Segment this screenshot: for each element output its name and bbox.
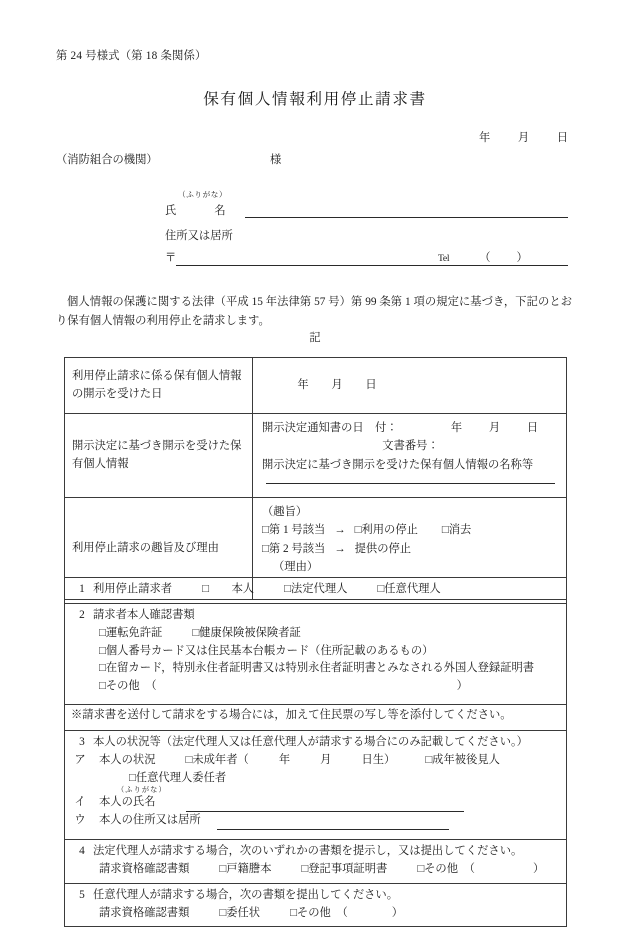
item2-title: 請求者本人確認書類 [93,608,195,621]
checkbox-health-insurance[interactable]: □健康保険被保険者証 [192,626,301,639]
item2-number: 2 [79,608,85,621]
checkbox-residence-card[interactable]: □在留カード，特別永住者証明書又は特別永住者証明書とみなされる外国人登録証明書 [99,662,535,675]
checkbox-drivers-license[interactable]: □運転免許証 [99,626,163,639]
item2-cell [65,603,567,730]
telephone-label: Tel [438,253,450,264]
date-day-label: 日 [556,132,568,144]
table-row-item2 [65,603,567,730]
checkbox-mynumber-juki-card[interactable]: □個人番号カード又は住民基本台帳カード（住所記載のあるもの） [99,644,434,657]
table-row-item1 [65,578,567,604]
date-month-label: 月 [517,132,530,144]
item5-docs-label: 請求資格確認書類 [99,906,190,919]
request-details-table [64,357,567,600]
item1-number: 1 [79,583,85,595]
table-row-item4 [65,840,567,884]
statute-paragraph: 個人情報の保護に関する法律（平成 15 年法律第 57 号）第 99 条第 1 項の規定に基づき，下記のとおり保有個人情報の利用停止を請求します。 [56,296,572,328]
notice-date-label: 開示決定通知書の日 付： [262,422,398,434]
item3-a-kana: ア [74,753,86,766]
purpose-heading: （趣旨） [262,506,308,518]
minor-birth-year: 年 [278,753,291,766]
item1-cell [65,578,567,604]
row-label-disclosure-date: 利用停止請求に係る保有個人情報の開示を受けた日 [65,358,253,414]
row-value-disclosure-date[interactable] [253,358,567,414]
addressee-label: （消防組合の機関） [56,154,158,166]
row-value-disclosed-info[interactable] [253,414,567,498]
disclosure-year-label: 年 [297,378,309,391]
arrow-icon-clause2: → [334,542,346,555]
disclosed-info-input-rule[interactable] [266,483,555,484]
purpose-option-2[interactable] [262,540,559,558]
item4-docs-label: 請求資格確認書類 [99,862,190,875]
checkbox-item2-other[interactable]: □その他 （ [99,680,157,693]
disclosure-date-fields [262,379,388,391]
telephone-field [438,250,528,268]
principal-name-input-rule[interactable] [186,800,464,812]
item5-cell [65,883,567,927]
attachments-table [64,577,567,927]
name-label-suffix: 名 [214,205,226,217]
tel-close-paren: ） [516,252,528,264]
row-label-disclosed-info: 開示決定に基づき開示を受けた保有個人情報 [65,414,253,498]
item2-note: ※請求書を送付して請求をする場合には，加えて住民票の写し等を添付してください。 [65,704,566,726]
document-number-label: 文書番号： [382,440,439,453]
disclosed-info-name-label: 開示決定に基づき開示を受けた保有個人情報の名称等 [262,458,534,471]
item2-option-other-line[interactable] [71,678,560,701]
item5-other-close-paren: ） [391,906,404,919]
item4-title: 法定代理人が請求する場合，次のいずれかの書類を提示し，又は提出してください。 [93,845,523,858]
item5-number: 5 [79,888,85,901]
item3-a-line[interactable] [71,752,560,770]
ki-mark: 記 [309,332,321,344]
table-row-disclosed-info [65,414,567,498]
item2-options-line1[interactable] [71,625,560,643]
item3-c-line [71,812,560,835]
reason-heading: （理由） [273,560,319,573]
name-label [165,203,226,221]
name-input-rule[interactable] [245,217,568,218]
checkbox-requester-legal-rep[interactable]: □法定代理人 [284,583,348,595]
minor-birth-month: 月 [320,753,332,766]
page-title: 保有個人情報利用停止請求書 [203,91,427,108]
postal-code-mark: 〒 [165,252,177,264]
label-stop-provision: 提供の停止 [354,542,412,555]
checkbox-minor[interactable]: □未成年者（ [185,753,249,766]
principal-address-input-rule[interactable] [217,818,449,830]
furigana-label-principal-name: （ふりがな） [117,786,167,795]
item3-cell [65,730,567,839]
notice-date-line [262,419,559,437]
address-label: 住所又は居所 [165,230,233,242]
item3-c-label: 本人の住所又は居所 [99,814,201,827]
notice-month-label: 月 [488,422,501,434]
checkbox-koseki-tohon[interactable]: □戸籍謄本 [219,862,272,875]
checkbox-item1-clause2[interactable]: □第 2 号該当 [262,542,326,555]
checkbox-touki-certificate[interactable]: □登記事項証明書 [301,862,388,875]
checkbox-voluntary-principal[interactable]: □任意代理人委任者 [129,771,227,784]
item1-title: 利用停止請求者 [93,583,173,595]
item3-number: 3 [79,735,85,748]
checkbox-power-of-attorney[interactable]: □委任状 [219,906,261,919]
checkbox-adult-ward[interactable]: □成年被後見人 [425,753,500,766]
item3-b-block [71,787,560,812]
disclosure-day-label: 日 [365,378,377,391]
form-number: 第 24 号様式（第 18 条関係） [56,50,207,62]
arrow-icon-clause1: → [334,524,346,537]
item4-options-line[interactable] [71,861,560,879]
checkbox-requester-voluntary-rep[interactable]: □任意代理人 [377,583,441,595]
tel-open-paren: （ [479,252,491,264]
table-row-disclosure-date [65,358,567,414]
item4-number: 4 [79,845,85,858]
row-label-purpose-reason: 利用停止請求の趣旨及び理由 [65,498,253,600]
item4-header [71,843,560,861]
item3-title: 本人の状況等（法定代理人又は任意代理人が請求する場合にのみ記載してください。） [93,735,528,748]
item5-header [71,887,560,905]
date-year-label: 年 [479,132,491,144]
name-label-prefix: 氏 [165,205,177,217]
item3-header [71,734,560,752]
table-row-item5 [65,883,567,927]
item2-header [71,607,560,625]
item3-b-kana: イ [74,796,86,809]
checkbox-item4-other[interactable]: □その他 （ [417,862,475,875]
purpose-option-1[interactable] [262,521,559,539]
item3-b-label: 本人の氏名 [99,796,156,809]
disclosure-month-label: 月 [331,378,343,391]
item4-other-close-paren: ） [532,862,545,875]
checkbox-stop-use[interactable]: □利用の停止 [354,524,418,537]
item3-a-label: 本人の状況 [99,753,156,766]
submission-date-line [454,130,568,148]
item3-c-kana: ウ [74,814,86,827]
notice-day-label: 日 [526,422,539,434]
item4-cell [65,840,567,884]
minor-birth-day: 日生） [361,753,396,766]
item5-title: 任意代理人が請求する場合，次の書類を提出してください。 [93,888,399,901]
checkbox-item1-clause1[interactable]: □第 1 号該当 [262,524,326,537]
item5-options-line[interactable] [71,905,560,923]
addressee-honorific: 様 [270,154,282,166]
furigana-label-name: （ふりがな） [178,190,228,199]
notice-year-label: 年 [450,422,463,434]
checkbox-requester-self[interactable]: □ 本人 [202,583,255,595]
item2-other-close-paren: ） [456,680,468,693]
checkbox-item5-other[interactable]: □その他 （ [290,906,348,919]
checkbox-erase[interactable]: □消去 [441,524,472,537]
table-row-item3 [65,730,567,839]
